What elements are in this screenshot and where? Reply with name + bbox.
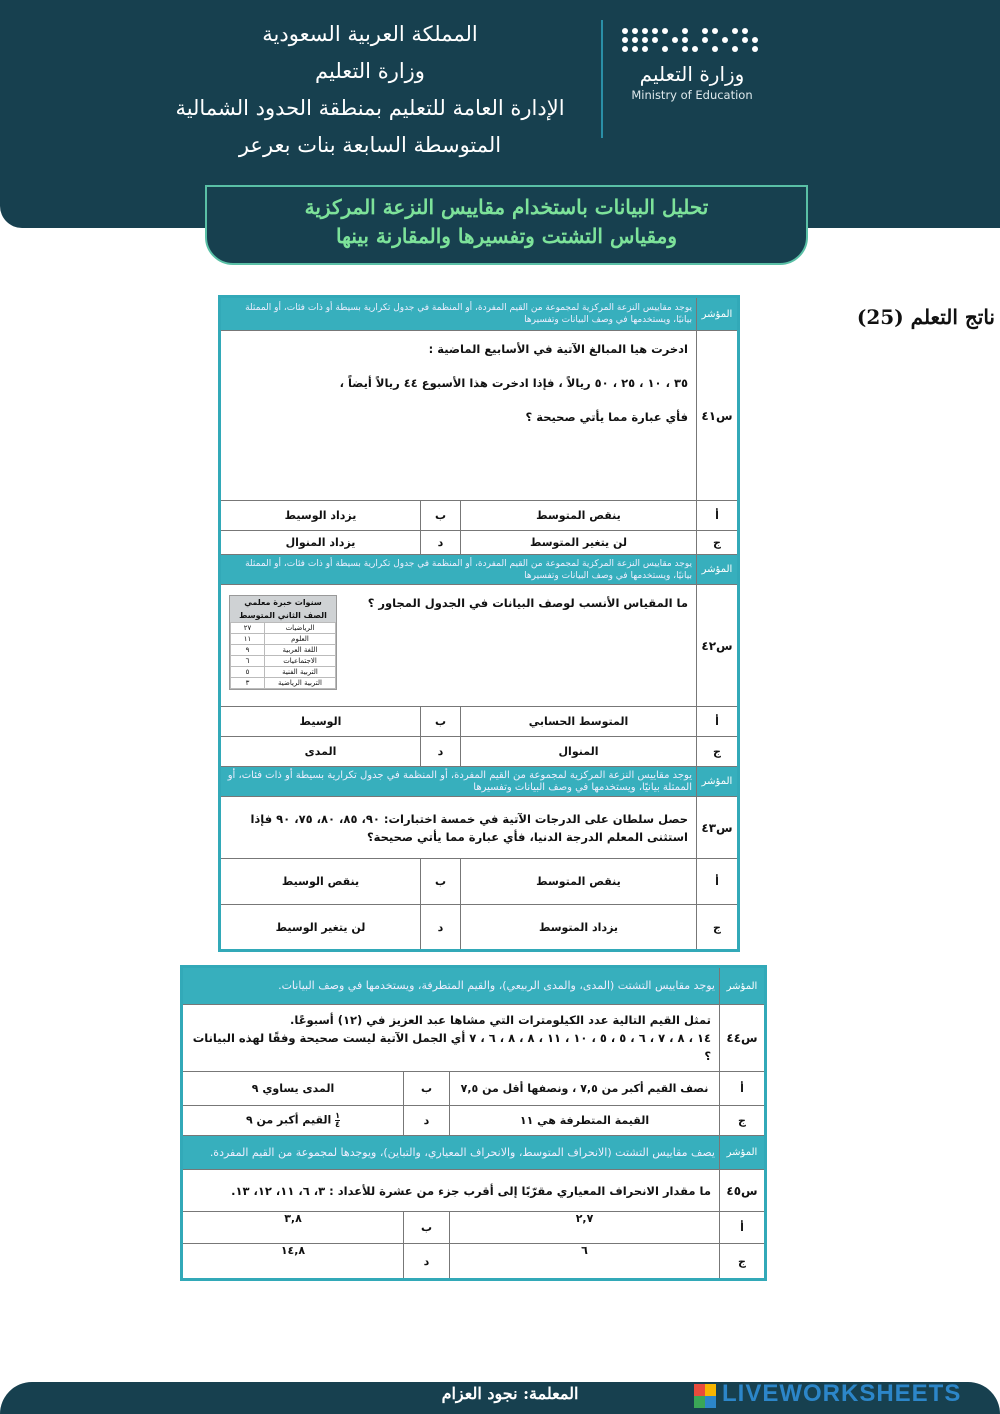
mini-table-title: سنوات خبرة معلمي: [230, 596, 336, 609]
logo-dot: [642, 46, 648, 52]
option-b[interactable]: ٣,٨: [182, 1212, 404, 1244]
option-letter: أ: [720, 1212, 766, 1244]
question-number: س٤٥: [720, 1170, 766, 1212]
option-c[interactable]: لن يتغير المتوسط: [461, 531, 697, 555]
option-letter: ب: [421, 707, 461, 737]
mini-table-subject: العلوم: [265, 634, 336, 645]
logo-dot: [682, 46, 688, 52]
mini-table-value: ٢٧: [231, 623, 265, 634]
option-a[interactable]: نصف القيم أكبر من ٧,٥ ، ونصفها أقل من ٧,٥: [450, 1072, 720, 1106]
mini-table-subject: الرياضيات: [265, 623, 336, 634]
logo-dot: [712, 37, 718, 43]
mini-table-value: ٥: [231, 667, 265, 678]
q44-line-2: ١٤ ، ٨ ، ٧ ، ٦ ، ٥ ، ٥ ، ١٠ ، ١١ ، ٨ ، ٨ ، ٦ ، ٧ أي الجمل الآتية ليست صحيحة وفقًا لهذه البيانات ؟: [192, 1031, 711, 1063]
logo-dot: [652, 28, 658, 34]
questions-table-1: [218, 295, 740, 952]
q41-line-1: ادخرت هيا المبالغ الآتية في الأسابيع الماضية :: [428, 342, 688, 356]
worksheet-title: [205, 185, 808, 265]
logo-dot: [742, 28, 748, 34]
q41-line-3: فأي عبارة مما يأتي صحيحة ؟: [525, 410, 688, 424]
question-number: س٤٤: [720, 1005, 766, 1072]
logo-dots-icon: [622, 28, 762, 52]
logo-dot: [632, 28, 638, 34]
logo-dot: [712, 46, 718, 52]
mini-table-value: ٣: [231, 678, 265, 689]
option-letter: ج: [697, 905, 739, 951]
question-42: [220, 585, 697, 707]
option-a[interactable]: المتوسط الحسابي: [461, 707, 697, 737]
logo-dot: [732, 28, 738, 34]
q41-line-2: ٣٥ ، ١٠ ، ٢٥ ، ٥٠ ريالاً ، فإذا ادخرت هذا الأسبوع ٤٤ ريالاً أيضاً ،: [339, 376, 688, 390]
indicator-text: يوجد مقاييس النزعة المركزية لمجموعة من القيم المفردة، أو المنظمة في جدول تكرارية بسيطة أو ذات فئات، أو الممثلة بيانيًا، ويستخدمها في وصف البيانات وتفسيرها: [220, 555, 697, 585]
option-b[interactable]: المدى يساوي ٩: [182, 1072, 404, 1106]
indicator-text: يصف مقاييس التشتت (الانحراف المتوسط، والانحراف المعياري، والتباين)، ويوجدها لمجموعة من القيم المفردة.: [182, 1136, 720, 1170]
option-letter: أ: [697, 707, 739, 737]
questions-table-2: [180, 965, 767, 1281]
logo-dot: [662, 37, 668, 43]
logo-dot: [702, 37, 708, 43]
option-c[interactable]: القيمة المتطرفة هي ١١: [450, 1106, 720, 1136]
indicator-label: المؤشر: [697, 297, 739, 331]
question-number: س٤٣: [697, 797, 739, 859]
indicator-text: يوجد مقاييس التشتت (المدى، والمدى الربيعي)، والقيم المتطرفة، ويستخدمها في وصف البيانات.: [182, 967, 720, 1005]
mini-table-subject: اللغة العربية: [265, 645, 336, 656]
option-d[interactable]: ١٤,٨: [182, 1244, 404, 1280]
option-letter: أ: [720, 1072, 766, 1106]
experience-table: [229, 595, 337, 690]
mini-table-row: [231, 667, 336, 678]
option-c[interactable]: المنوال: [461, 737, 697, 767]
logo-dot: [662, 28, 668, 34]
logo-dot: [722, 28, 728, 34]
ministry-line: وزارة التعليم: [315, 59, 425, 83]
directorate-line: الإدارة العامة للتعليم بمنطقة الحدود الشمالية: [175, 96, 565, 120]
school-line: المتوسطة السابعة بنات بعرعر: [238, 133, 502, 157]
option-letter: ج: [697, 737, 739, 767]
indicator-text: يوجد مقاييس النزعة المركزية لمجموعة من القيم المفردة، أو المنظمة في جدول تكرارية بسيطة أو ذات فئات، أو الممثلة بيانيًا، ويستخدمها في وصف البيانات وتفسيرها: [220, 767, 697, 797]
title-line-2: ومقياس التشتت وتفسيرها والمقارنة بينها: [336, 224, 677, 248]
option-letter: أ: [697, 501, 739, 531]
mini-table-row: [231, 623, 336, 634]
option-d[interactable]: [182, 1106, 404, 1136]
liveworksheets-brand[interactable]: LIVEWORKSHEETS: [722, 1380, 962, 1407]
question-45: ما مقدار الانحراف المعياري مقرّبًا إلى أقرب جزء من عشرة للأعداد : ٣، ٦، ١١، ١٢، ١٣.: [182, 1170, 720, 1212]
mini-table-subtitle: الصف الثاني المتوسط: [230, 609, 336, 622]
logo-dot: [752, 37, 758, 43]
logo-dot: [742, 37, 748, 43]
question-number: س٤٢: [697, 585, 739, 707]
option-letter: د: [404, 1106, 450, 1136]
option-a[interactable]: ٢,٧: [450, 1212, 720, 1244]
logo-dot: [672, 37, 678, 43]
indicator-label: المؤشر: [720, 967, 766, 1005]
option-letter: ج: [720, 1244, 766, 1280]
option-b[interactable]: الوسيط: [220, 707, 421, 737]
logo-dot: [752, 46, 758, 52]
option-c[interactable]: يزداد المتوسط: [461, 905, 697, 951]
option-letter: ب: [421, 859, 461, 905]
option-d[interactable]: لن يتغير الوسيط: [220, 905, 421, 951]
logo-dot: [752, 28, 758, 34]
indicator-label: المؤشر: [720, 1136, 766, 1170]
mini-table-subject: الاجتماعيات: [265, 656, 336, 667]
logo-dot: [632, 37, 638, 43]
logo-dot: [732, 37, 738, 43]
option-d-text: القيم أكبر من ٩: [245, 1113, 332, 1127]
logo-dot: [732, 46, 738, 52]
question-43: حصل سلطان على الدرجات الآتية في خمسة اختبارات: ٩٠، ٨٥، ٨٠، ٧٥، ٩٠ فإذا استثنى المعلم الدرجة الدنيا، فأي عبارة مما يأتي صحيحة؟: [220, 797, 697, 859]
logo-dot: [652, 37, 658, 43]
logo-dot: [622, 46, 628, 52]
mini-table-value: ٦: [231, 656, 265, 667]
logo-dot: [692, 46, 698, 52]
mini-table-row: [231, 656, 336, 667]
option-d[interactable]: يزداد المنوال: [220, 531, 421, 555]
logo-dot: [662, 46, 668, 52]
logo-dot: [702, 46, 708, 52]
logo-dot: [622, 28, 628, 34]
learning-outcome: ناتج التعلم (25): [856, 305, 995, 329]
question-number: س٤١: [697, 331, 739, 501]
ministry-logo: [622, 28, 762, 138]
mini-table-row: [231, 678, 336, 689]
mini-table-value: ١١: [231, 634, 265, 645]
option-b[interactable]: يزداد الوسيط: [220, 501, 421, 531]
option-letter: أ: [697, 859, 739, 905]
indicator-text: يوجد مقاييس النزعة المركزية لمجموعة من القيم المفردة، أو المنظمة في جدول تكرارية بسيطة أو ذات فئات، أو الممثلة بيانيًا، ويستخدمها في وصف البيانات وتفسيرها: [220, 297, 697, 331]
logo-dot: [642, 28, 648, 34]
option-letter: ج: [720, 1106, 766, 1136]
option-d[interactable]: المدى: [220, 737, 421, 767]
indicator-label: المؤشر: [697, 767, 739, 797]
logo-dot: [692, 37, 698, 43]
logo-arabic-text: وزارة التعليم: [639, 62, 745, 86]
mini-table-value: ٩: [231, 645, 265, 656]
logo-dot: [682, 28, 688, 34]
teacher-name: المعلمة: نجود العزام: [441, 1384, 579, 1403]
option-a[interactable]: ينقص المتوسط: [461, 501, 697, 531]
q44-line-1: تمثل القيم التالية عدد الكيلومترات التي مشاها عبد العزيز في (١٢) أسبوعًا.: [290, 1013, 711, 1027]
option-letter: د: [421, 737, 461, 767]
question-44: [182, 1005, 720, 1072]
header-divider: [601, 20, 603, 138]
logo-dot: [672, 28, 678, 34]
option-letter: ب: [404, 1072, 450, 1106]
mini-table-subject: التربية الرياضية: [265, 678, 336, 689]
logo-dot: [652, 46, 658, 52]
logo-dot: [672, 46, 678, 52]
logo-dot: [642, 37, 648, 43]
option-letter: د: [404, 1244, 450, 1280]
header-text: [150, 16, 590, 164]
q42-text: ما المقياس الأنسب لوصف البيانات في الجدول المجاور ؟: [367, 596, 688, 610]
country-line: المملكة العربية السعودية: [262, 22, 478, 46]
fraction-denominator: ٤: [335, 1120, 341, 1129]
logo-dot: [702, 28, 708, 34]
logo-dot: [722, 46, 728, 52]
option-letter: ج: [697, 531, 739, 555]
logo-english-text: Ministry of Education: [631, 88, 753, 102]
logo-dot: [632, 46, 638, 52]
mini-table-row: [231, 645, 336, 656]
option-letter: ب: [404, 1212, 450, 1244]
option-letter: ب: [421, 501, 461, 531]
option-b[interactable]: ينقص الوسيط: [220, 859, 421, 905]
title-line-1: تحليل البيانات باستخدام مقاييس النزعة المركزية: [304, 195, 709, 219]
option-c[interactable]: ٦: [450, 1244, 720, 1280]
mini-table-row: [231, 634, 336, 645]
mini-table-subject: التربية الفنية: [265, 667, 336, 678]
fraction-numerator: ١: [335, 1111, 341, 1120]
logo-dot: [712, 28, 718, 34]
fraction: [335, 1112, 340, 1129]
logo-dot: [692, 28, 698, 34]
option-letter: د: [421, 531, 461, 555]
logo-dot: [682, 37, 688, 43]
question-41: [220, 331, 697, 501]
option-a[interactable]: ينقص المتوسط: [461, 859, 697, 905]
liveworksheets-logo-icon: [694, 1384, 716, 1408]
logo-dot: [742, 46, 748, 52]
indicator-label: المؤشر: [697, 555, 739, 585]
logo-dot: [622, 37, 628, 43]
option-letter: د: [421, 905, 461, 951]
logo-dot: [722, 37, 728, 43]
